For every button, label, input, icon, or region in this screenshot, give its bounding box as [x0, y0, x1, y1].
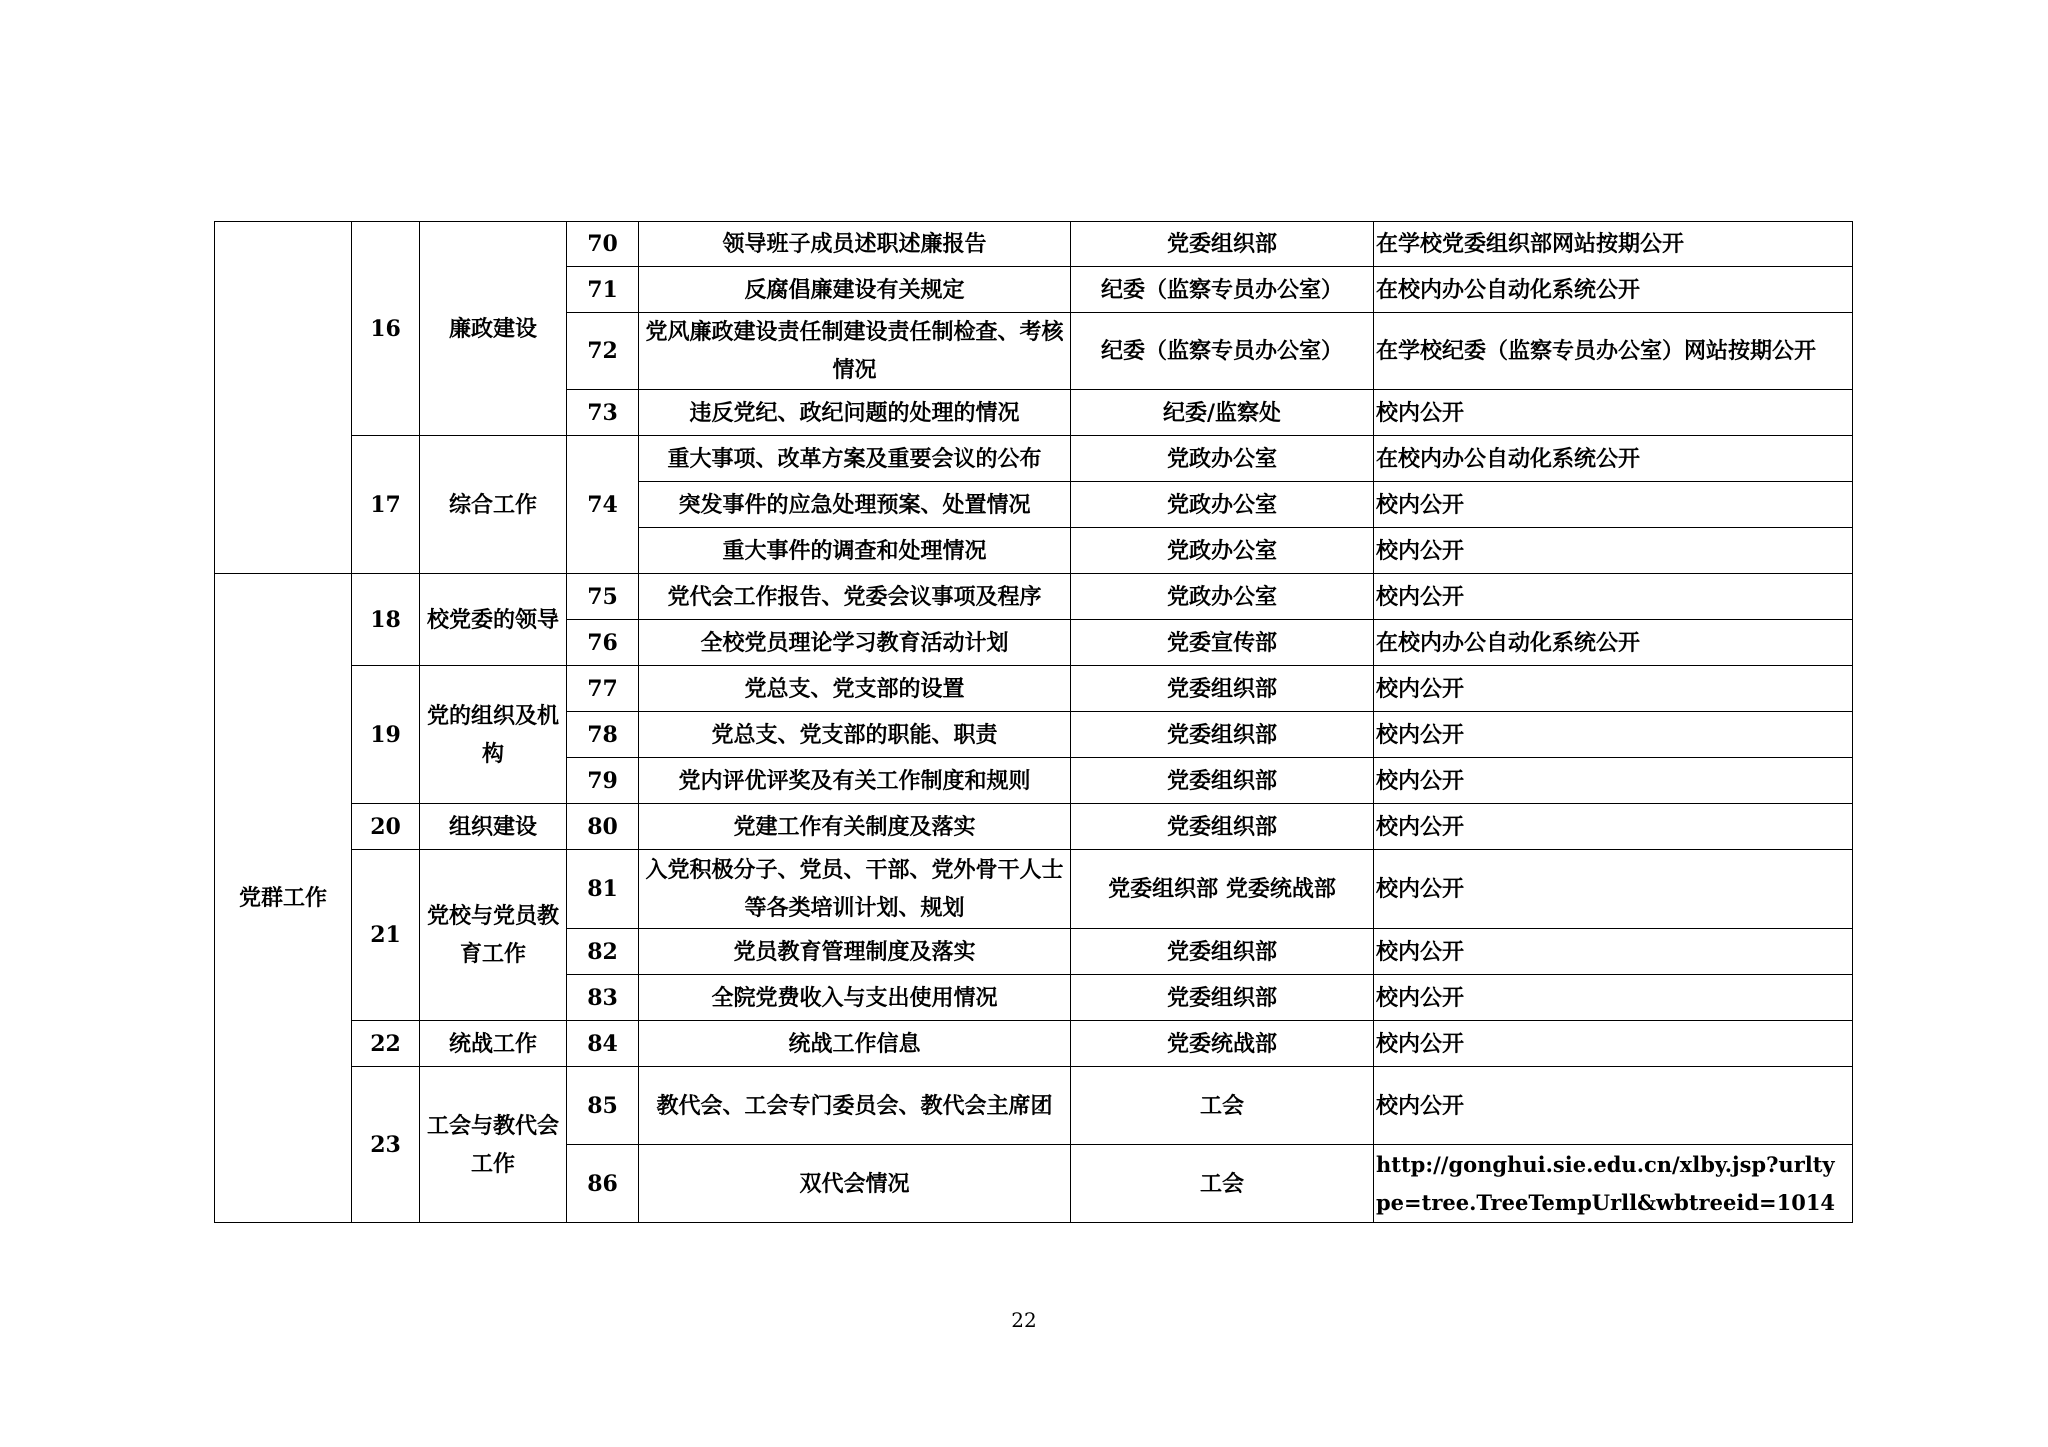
seq-number: 74: [567, 436, 639, 574]
method-cell: 校内公开: [1374, 574, 1853, 620]
disclosure-table: [214, 221, 1853, 1223]
seq-number: 70: [567, 222, 639, 267]
method-cell: 在校内办公自动化系统公开: [1374, 620, 1853, 666]
seq-number: 84: [567, 1021, 639, 1067]
method-cell: 校内公开: [1374, 929, 1853, 975]
dept-cell: 党委组织部 党委统战部: [1071, 850, 1374, 929]
content-cell: 教代会、工会专门委员会、教代会主席团: [639, 1067, 1071, 1145]
item-name: 党的组织及机构: [420, 666, 567, 804]
content-cell: 全校党员理论学习教育活动计划: [639, 620, 1071, 666]
dept-cell: 党政办公室: [1071, 482, 1374, 528]
seq-number: 77: [567, 666, 639, 712]
dept-cell: 工会: [1071, 1145, 1374, 1223]
item-name: 综合工作: [420, 436, 567, 574]
item-number: 22: [352, 1021, 420, 1067]
table-row: [215, 1067, 1853, 1145]
dept-cell: 纪委（监察专员办公室）: [1071, 267, 1374, 313]
dept-cell: 党委统战部: [1071, 1021, 1374, 1067]
dept-cell: 党委宣传部: [1071, 620, 1374, 666]
item-name: 组织建设: [420, 804, 567, 850]
content-cell: 突发事件的应急处理预案、处置情况: [639, 482, 1071, 528]
method-cell: 校内公开: [1374, 482, 1853, 528]
method-cell: 校内公开: [1374, 1067, 1853, 1145]
method-cell: 校内公开: [1374, 1021, 1853, 1067]
dept-cell: 党政办公室: [1071, 528, 1374, 574]
content-cell: 党内评优评奖及有关工作制度和规则: [639, 758, 1071, 804]
item-name: 党校与党员教育工作: [420, 850, 567, 1021]
method-cell: 校内公开: [1374, 712, 1853, 758]
method-cell: 校内公开: [1374, 850, 1853, 929]
content-cell: 全院党费收入与支出使用情况: [639, 975, 1071, 1021]
seq-number: 80: [567, 804, 639, 850]
table-row: [215, 436, 1853, 482]
item-name: 工会与教代会工作: [420, 1067, 567, 1223]
page-number: 22: [1011, 1308, 1037, 1332]
dept-cell: 党委组织部: [1071, 758, 1374, 804]
item-number: 17: [352, 436, 420, 574]
seq-number: 81: [567, 850, 639, 929]
item-number: 20: [352, 804, 420, 850]
table-row: [215, 1021, 1853, 1067]
dept-cell: 党委组织部: [1071, 666, 1374, 712]
item-number: 19: [352, 666, 420, 804]
dept-cell: 党委组织部: [1071, 804, 1374, 850]
method-cell: 校内公开: [1374, 666, 1853, 712]
seq-number: 78: [567, 712, 639, 758]
content-cell: 双代会情况: [639, 1145, 1071, 1223]
dept-cell: 纪委（监察专员办公室）: [1071, 313, 1374, 390]
content-cell: 党员教育管理制度及落实: [639, 929, 1071, 975]
content-cell: 违反党纪、政纪问题的处理的情况: [639, 390, 1071, 436]
item-name: 校党委的领导: [420, 574, 567, 666]
content-cell: 党建工作有关制度及落实: [639, 804, 1071, 850]
item-number: 18: [352, 574, 420, 666]
seq-number: 73: [567, 390, 639, 436]
dept-cell: 党委组织部: [1071, 222, 1374, 267]
content-cell: 党风廉政建设责任制建设责任制检查、考核情况: [639, 313, 1071, 390]
dept-cell: 党委组织部: [1071, 929, 1374, 975]
category-cell: 党群工作: [215, 574, 352, 1223]
table-row: [215, 804, 1853, 850]
content-cell: 重大事项、改革方案及重要会议的公布: [639, 436, 1071, 482]
dept-cell: 纪委/监察处: [1071, 390, 1374, 436]
dept-cell: 党政办公室: [1071, 436, 1374, 482]
dept-cell: 工会: [1071, 1067, 1374, 1145]
method-cell: 在学校党委组织部网站按期公开: [1374, 222, 1853, 267]
method-cell: 校内公开: [1374, 975, 1853, 1021]
table-row: [215, 574, 1853, 620]
content-cell: 重大事件的调查和处理情况: [639, 528, 1071, 574]
dept-cell: 党委组织部: [1071, 712, 1374, 758]
seq-number: 83: [567, 975, 639, 1021]
content-cell: 统战工作信息: [639, 1021, 1071, 1067]
content-cell: 党代会工作报告、党委会议事项及程序: [639, 574, 1071, 620]
method-cell: 校内公开: [1374, 758, 1853, 804]
category-cell: [215, 222, 352, 574]
seq-number: 79: [567, 758, 639, 804]
table-row: [215, 666, 1853, 712]
method-cell: 在校内办公自动化系统公开: [1374, 436, 1853, 482]
content-cell: 党总支、党支部的职能、职责: [639, 712, 1071, 758]
method-link[interactable]: http://gonghui.sie.edu.cn/xlby.jsp?urltype=tree.TreeTempUrll&wbtreeid=1014: [1374, 1145, 1853, 1223]
content-cell: 入党积极分子、党员、干部、党外骨干人士等各类培训计划、规划: [639, 850, 1071, 929]
table-row: [215, 222, 1853, 267]
seq-number: 72: [567, 313, 639, 390]
seq-number: 82: [567, 929, 639, 975]
method-cell: 在校内办公自动化系统公开: [1374, 267, 1853, 313]
content-cell: 领导班子成员述职述廉报告: [639, 222, 1071, 267]
table-row: [215, 850, 1853, 929]
item-number: 23: [352, 1067, 420, 1223]
item-number: 21: [352, 850, 420, 1021]
seq-number: 86: [567, 1145, 639, 1223]
seq-number: 75: [567, 574, 639, 620]
dept-cell: 党委组织部: [1071, 975, 1374, 1021]
dept-cell: 党政办公室: [1071, 574, 1374, 620]
item-name: 统战工作: [420, 1021, 567, 1067]
item-name: 廉政建设: [420, 222, 567, 436]
seq-number: 85: [567, 1067, 639, 1145]
content-cell: 党总支、党支部的设置: [639, 666, 1071, 712]
method-cell: 校内公开: [1374, 804, 1853, 850]
seq-number: 71: [567, 267, 639, 313]
method-cell: 校内公开: [1374, 528, 1853, 574]
content-cell: 反腐倡廉建设有关规定: [639, 267, 1071, 313]
method-cell: 校内公开: [1374, 390, 1853, 436]
method-cell: 在学校纪委（监察专员办公室）网站按期公开: [1374, 313, 1853, 390]
item-number: 16: [352, 222, 420, 436]
seq-number: 76: [567, 620, 639, 666]
